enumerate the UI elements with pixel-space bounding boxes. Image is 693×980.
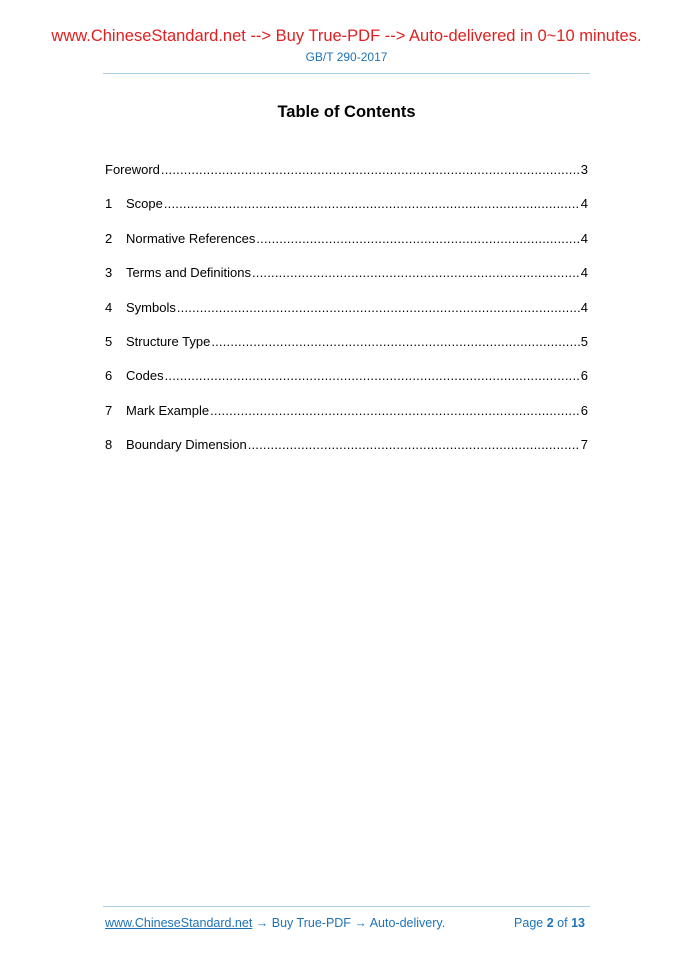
toc-leader-dots — [177, 299, 580, 317]
toc-leader-dots — [211, 333, 579, 351]
page-current: 2 — [546, 916, 554, 930]
page-of: of — [557, 916, 568, 930]
toc-entry-page: 6 — [580, 368, 588, 384]
toc-entry-symbols[interactable] — [105, 299, 588, 333]
toc-entry-normative-references[interactable] — [105, 230, 588, 264]
toc-entry-boundary-dimension[interactable] — [105, 436, 588, 470]
footer-divider — [103, 906, 590, 907]
toc-title: Table of Contents — [277, 103, 416, 121]
toc-entry-page: 4 — [580, 230, 588, 246]
toc-entry-number: 1 — [105, 196, 113, 212]
toc-entry-page: 5 — [580, 333, 588, 349]
toc-entry-number: 2 — [105, 230, 113, 246]
footer-tagline: → Buy True-PDF → Auto-delivery. — [252, 916, 446, 930]
toc-leader-dots — [164, 195, 580, 213]
toc-leader-dots — [210, 402, 580, 420]
toc-entry-number: 3 — [105, 265, 113, 281]
toc-entry-label: Symbols — [126, 299, 176, 315]
toc-entry-number: 7 — [105, 402, 113, 418]
footer-site-link[interactable]: www.ChineseStandard.net — [105, 916, 253, 930]
toc-entry-structure-type[interactable] — [105, 333, 588, 367]
toc-entry-page: 4 — [580, 196, 588, 212]
toc-entry-scope[interactable] — [105, 195, 588, 229]
toc-entry-terms-and-definitions[interactable] — [105, 264, 588, 298]
page-indicator — [514, 916, 585, 930]
toc-entry-mark-example[interactable] — [105, 402, 588, 436]
toc-entry-number: 8 — [105, 437, 113, 453]
toc-entry-codes[interactable] — [105, 367, 588, 401]
toc-leader-dots — [248, 436, 580, 454]
header-divider — [103, 73, 590, 74]
toc-entry-page: 4 — [580, 299, 588, 315]
table-of-contents — [105, 161, 588, 471]
page-total: 13 — [571, 916, 585, 930]
toc-entry-number: 5 — [105, 333, 113, 349]
toc-entry-number: 4 — [105, 299, 113, 315]
toc-entry-label: Scope — [126, 196, 163, 212]
standard-code: GB/T 290-2017 — [305, 50, 388, 64]
toc-entry-label: Structure Type — [126, 333, 211, 349]
toc-entry-label: Mark Example — [126, 402, 210, 418]
toc-entry-page: 6 — [580, 402, 588, 418]
toc-entry-foreword[interactable] — [105, 161, 588, 195]
toc-leader-dots — [252, 264, 580, 282]
toc-entry-page: 7 — [580, 437, 588, 453]
toc-entry-label: Terms and Definitions — [126, 265, 251, 281]
toc-entry-label: Codes — [126, 368, 164, 384]
toc-leader-dots — [256, 230, 579, 248]
toc-entry-page: 4 — [580, 265, 588, 281]
toc-entry-label: Boundary Dimension — [126, 437, 247, 453]
promo-banner: www.ChineseStandard.net --> Buy True-PDF --> Auto-delivered in 0~10 minutes. — [51, 27, 642, 45]
page-footer — [105, 916, 585, 930]
toc-entry-number: 6 — [105, 368, 113, 384]
toc-entry-label: Foreword — [105, 162, 160, 177]
toc-entry-label: Normative References — [126, 230, 256, 246]
page-word: Page — [514, 916, 544, 930]
toc-leader-dots — [161, 161, 580, 179]
toc-leader-dots — [165, 367, 580, 385]
toc-entry-page: 3 — [580, 162, 588, 177]
